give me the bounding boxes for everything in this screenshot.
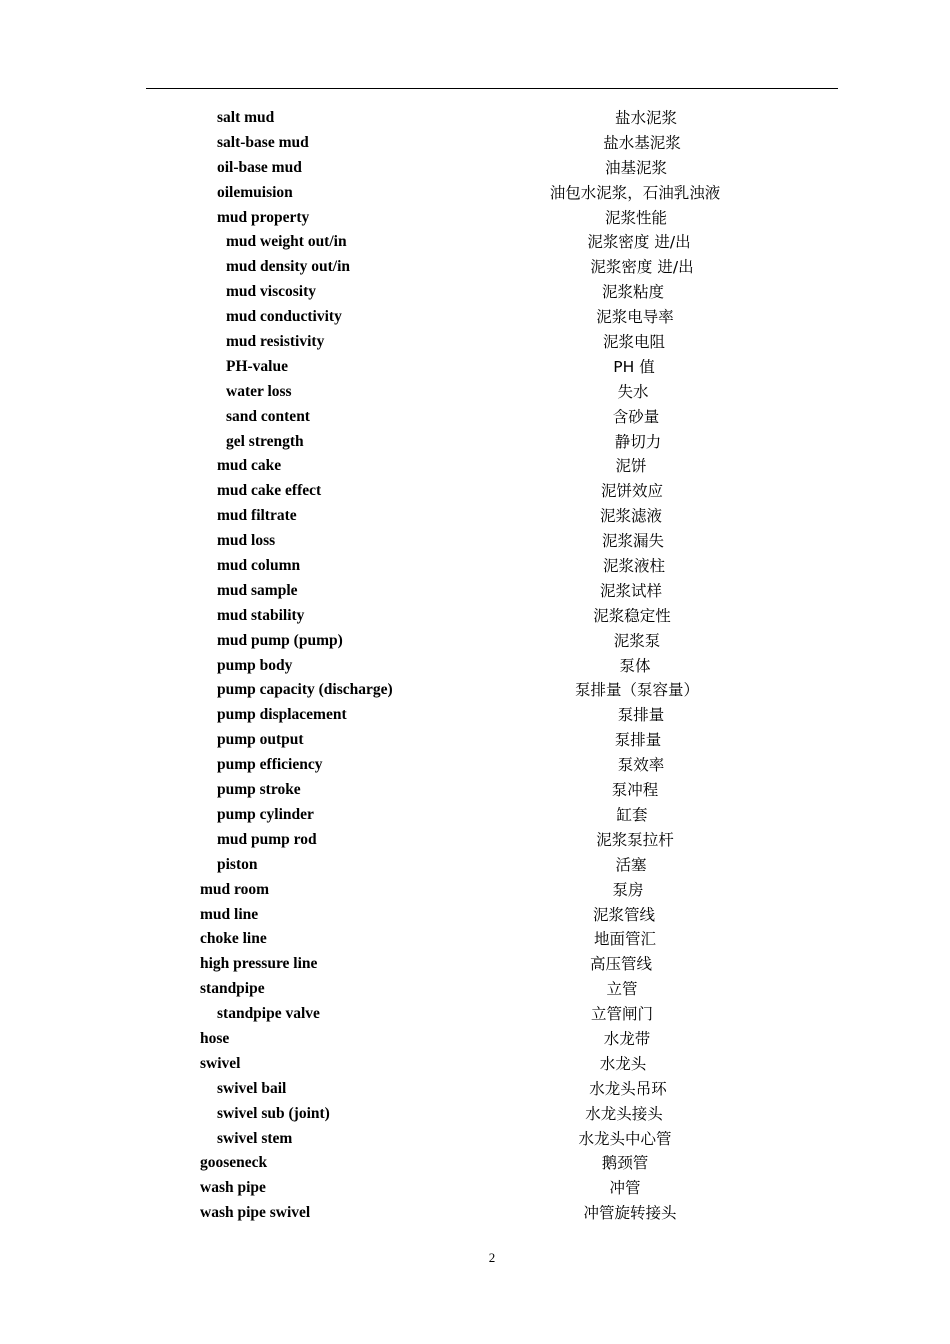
- glossary-translation: 水龙带: [603, 1029, 651, 1048]
- glossary-term: sand content: [226, 407, 310, 425]
- glossary-row: [0, 181, 950, 206]
- glossary-row: [0, 106, 950, 131]
- glossary-row: [0, 1201, 950, 1226]
- glossary-list: [0, 106, 950, 1226]
- glossary-term: mud viscosity: [226, 283, 316, 301]
- glossary-translation: 泥浆漏失: [601, 532, 665, 551]
- glossary-row: [0, 728, 950, 753]
- glossary-term: mud conductivity: [226, 308, 342, 326]
- glossary-translation: 盐水泥浆: [614, 109, 678, 127]
- glossary-term: high pressure line: [200, 955, 318, 973]
- glossary-translation: 失水: [617, 382, 649, 401]
- glossary-term: mud weight out/in: [226, 233, 347, 251]
- glossary-translation: 泵排量: [617, 706, 665, 725]
- glossary-term: swivel stem: [217, 1129, 293, 1147]
- glossary-row: [0, 1077, 950, 1102]
- glossary-term: mud column: [217, 557, 301, 575]
- glossary-translation: 泥浆密度 进/出: [590, 258, 694, 277]
- page-number: 2: [488, 1250, 496, 1265]
- glossary-term: gel strength: [226, 432, 304, 450]
- glossary-term: mud pump rod: [217, 830, 317, 848]
- glossary-translation: 水龙头吊环: [589, 1079, 667, 1098]
- glossary-translation: 盐水基泥浆: [603, 133, 681, 152]
- glossary-translation: PH 值: [613, 357, 655, 376]
- glossary-row: [0, 1002, 950, 1027]
- glossary-translation: 泥浆电阻: [602, 333, 666, 352]
- glossary-translation: 泵冲程: [611, 781, 659, 800]
- glossary-term: salt mud: [217, 109, 275, 126]
- glossary-translation: 泵效率: [617, 756, 665, 775]
- glossary-translation: 水龙头: [599, 1054, 647, 1073]
- glossary-row: [0, 206, 950, 231]
- glossary-translation: 水龙头接头: [585, 1104, 663, 1123]
- glossary-term: water loss: [226, 382, 292, 400]
- glossary-row: [0, 952, 950, 977]
- glossary-row: [0, 654, 950, 679]
- glossary-term: mud cake effect: [217, 482, 322, 500]
- glossary-term: swivel bail: [217, 1079, 287, 1097]
- glossary-translation: 冲管旋转接头: [583, 1204, 677, 1223]
- glossary-translation: 泥浆粘度: [601, 283, 665, 302]
- glossary-row: [0, 156, 950, 181]
- glossary-term: mud density out/in: [226, 258, 351, 276]
- glossary-translation: 泥饼效应: [600, 482, 664, 501]
- glossary-row: [0, 1176, 950, 1201]
- glossary-translation: 含砂量: [612, 407, 660, 426]
- glossary-term: mud room: [200, 880, 270, 898]
- glossary-translation: 泥浆试样: [599, 581, 663, 600]
- glossary-row: [0, 903, 950, 928]
- glossary-term: oil-base mud: [217, 158, 302, 176]
- glossary-row: [0, 1102, 950, 1127]
- glossary-term: choke line: [200, 930, 267, 948]
- glossary-term: pump capacity (discharge): [217, 681, 393, 699]
- glossary-row: [0, 678, 950, 703]
- glossary-row: [0, 280, 950, 305]
- glossary-row: [0, 504, 950, 529]
- glossary-term: mud pump (pump): [217, 631, 343, 649]
- glossary-translation: 泥浆电导率: [596, 308, 674, 327]
- glossary-row: [0, 853, 950, 878]
- glossary-translation: 水龙头中心管: [578, 1129, 672, 1148]
- glossary-row: [0, 529, 950, 554]
- glossary-term: hose: [200, 1029, 230, 1047]
- glossary-translation: 活塞: [615, 855, 647, 874]
- glossary-row: [0, 255, 950, 280]
- glossary-term: swivel: [200, 1054, 241, 1072]
- glossary-row: [0, 878, 950, 903]
- glossary-term: standpipe valve: [217, 1005, 320, 1023]
- glossary-translation: 缸套: [616, 805, 648, 824]
- glossary-translation: 冲管: [609, 1179, 641, 1198]
- glossary-term: mud filtrate: [217, 507, 297, 525]
- glossary-row: [0, 1052, 950, 1077]
- glossary-translation: 泥浆液柱: [602, 557, 666, 576]
- glossary-translation: 油包水泥浆，石油乳浊液: [549, 183, 721, 202]
- glossary-term: pump stroke: [217, 781, 301, 799]
- glossary-translation: 泥饼: [615, 457, 647, 476]
- glossary-translation: 泥浆性能: [604, 208, 668, 227]
- glossary-translation: 静切力: [614, 432, 662, 451]
- glossary-translation: 泥浆滤液: [599, 507, 663, 526]
- glossary-term: wash pipe swivel: [200, 1204, 311, 1222]
- glossary-term: oilemuision: [217, 183, 293, 201]
- glossary-translation: 泥浆泵: [613, 631, 661, 650]
- glossary-row: [0, 778, 950, 803]
- glossary-row: [0, 629, 950, 654]
- glossary-term: salt-base mud: [217, 133, 309, 151]
- glossary-row: [0, 803, 950, 828]
- glossary-term: mud sample: [217, 581, 298, 599]
- glossary-translation: 泵房: [612, 880, 644, 899]
- glossary-term: piston: [217, 855, 258, 873]
- glossary-term: swivel sub (joint): [217, 1104, 330, 1122]
- glossary-translation: 泥浆泵拉杆: [596, 830, 674, 849]
- glossary-translation: 泵体: [619, 656, 651, 675]
- glossary-row: [0, 355, 950, 380]
- glossary-term: pump cylinder: [217, 805, 314, 823]
- glossary-term: mud resistivity: [226, 333, 325, 351]
- glossary-row: [0, 1127, 950, 1152]
- glossary-term: gooseneck: [200, 1154, 268, 1172]
- glossary-term: pump output: [217, 731, 304, 749]
- glossary-row: [0, 454, 950, 479]
- glossary-translation: 立管闸门: [590, 1005, 654, 1024]
- glossary-row: [0, 604, 950, 629]
- glossary-row: [0, 1027, 950, 1052]
- glossary-row: [0, 1151, 950, 1176]
- glossary-row: [0, 330, 950, 355]
- glossary-translation: 泵排量（泵容量）: [574, 681, 700, 700]
- glossary-term: mud stability: [217, 606, 305, 624]
- glossary-row: [0, 703, 950, 728]
- glossary-row: [0, 927, 950, 952]
- glossary-row: [0, 430, 950, 455]
- glossary-translation: 高压管线: [589, 955, 653, 974]
- glossary-row: [0, 230, 950, 255]
- glossary-translation: 泵排量: [614, 731, 662, 750]
- glossary-row: [0, 579, 950, 604]
- glossary-translation: 油基泥浆: [604, 158, 668, 177]
- glossary-translation: 泥浆密度 进/出: [587, 233, 691, 252]
- glossary-term: pump displacement: [217, 706, 347, 724]
- glossary-row: [0, 131, 950, 156]
- glossary-row: [0, 753, 950, 778]
- header-rule: [146, 88, 838, 89]
- glossary-term: mud property: [217, 208, 310, 226]
- glossary-term: mud cake: [217, 457, 282, 475]
- glossary-row: [0, 479, 950, 504]
- glossary-term: pump efficiency: [217, 756, 323, 774]
- glossary-term: pump body: [217, 656, 293, 674]
- glossary-row: [0, 828, 950, 853]
- glossary-translation: 泥浆管线: [592, 905, 656, 924]
- glossary-translation: 立管: [606, 980, 638, 999]
- glossary-term: mud loss: [217, 532, 276, 550]
- glossary-term: PH-value: [226, 357, 288, 375]
- glossary-term: mud line: [200, 905, 259, 923]
- glossary-term: wash pipe: [200, 1179, 266, 1197]
- glossary-row: [0, 554, 950, 579]
- glossary-row: [0, 405, 950, 430]
- glossary-translation: 鹅颈管: [601, 1154, 649, 1173]
- glossary-row: [0, 380, 950, 405]
- glossary-row: [0, 305, 950, 330]
- glossary-row: [0, 977, 950, 1002]
- glossary-translation: 地面管汇: [593, 930, 657, 949]
- glossary-translation: 泥浆稳定性: [593, 606, 671, 625]
- glossary-term: standpipe: [200, 980, 265, 998]
